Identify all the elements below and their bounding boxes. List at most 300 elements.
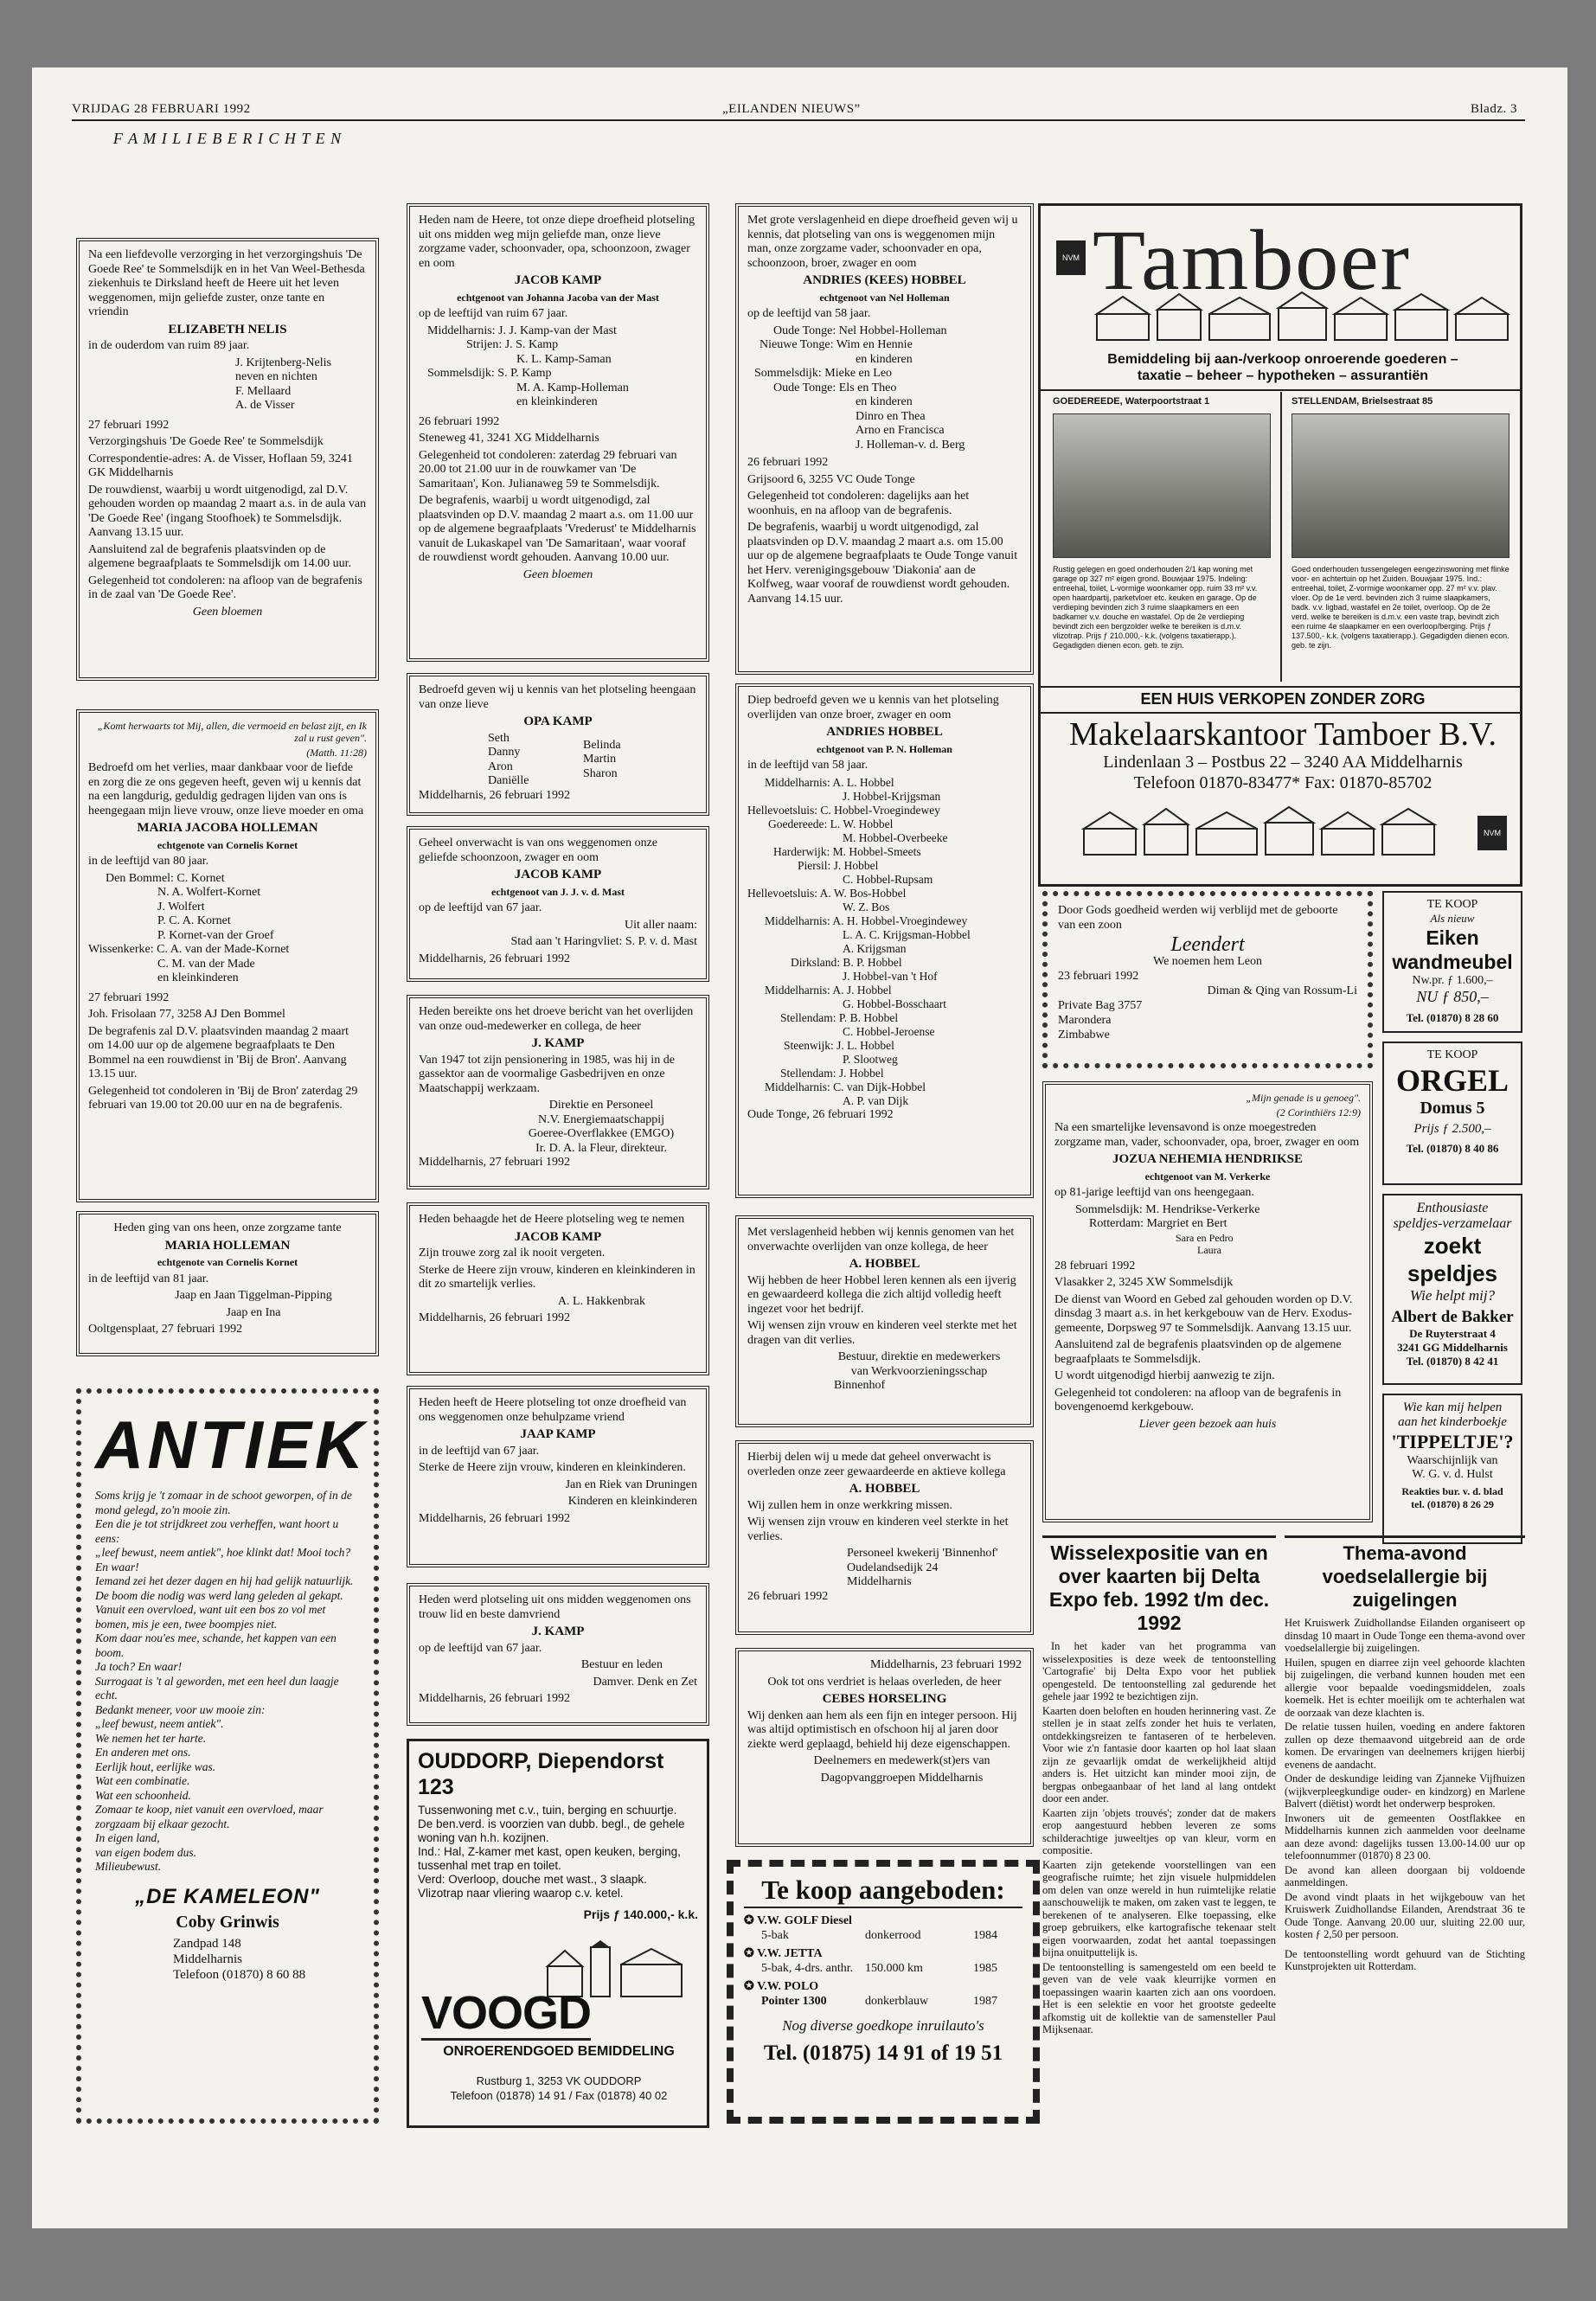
address-line: Telefoon (01870) 8 60 88 <box>173 1967 306 1982</box>
ouddorp-price: Prijs ƒ 140.000,- k.k. <box>583 1907 698 1921</box>
family-line: Middelharnis: A. J. Hobbel <box>765 983 892 997</box>
family-line: en kleinkinderen <box>157 971 239 984</box>
family-line: en kinderen <box>856 395 913 408</box>
kamp2-name: OPA KAMP <box>523 715 593 728</box>
voogd-address: Rustburg 1, 3253 VK OUDDORP <box>476 2074 642 2087</box>
family-line: J. Hobbel-van 't Hof <box>843 969 938 983</box>
family-line: Den Bommel: C. Kornet <box>106 871 225 885</box>
article-thema-avond <box>1285 1535 1525 2132</box>
tamboer-divider <box>1041 712 1520 714</box>
family-line: K. L. Kamp-Saman <box>516 352 612 366</box>
leendert-name: Leendert <box>1170 933 1245 956</box>
family-line: C. M. van der Made <box>157 957 255 971</box>
holleman2-age: in de leeftijd van 81 jaar. <box>88 1272 209 1285</box>
article-paragraph: De avond vindt plaats in het wijkgebouw van het Kruiswerk Zuidhollandse Eilanden, Arendstraat 36 te Oude Tonge. Aanvang 20.00 uur, sluiting 22.00 uur, kosten ƒ 2,50 per persoon. <box>1285 1890 1525 1940</box>
orgel-title: ORGEL <box>1395 1063 1509 1098</box>
hendrikse-quote: „Mijn genade is u genoeg". <box>1246 1092 1361 1104</box>
family-line: Arno en Francisca <box>856 424 945 437</box>
car-year: 1985 <box>973 1962 997 1975</box>
family-line: A. Krijgsman <box>843 941 907 955</box>
article-paragraph: De avond kan alleen doorgaan bij voldoende aanmeldingen. <box>1285 1863 1525 1888</box>
car-spec: 5-bak, 4-drs. anthr. <box>761 1962 854 1975</box>
hendrikse-address: Vlasakker 2, 3245 XW Sommelsdijk <box>1054 1276 1234 1289</box>
hobbel3-body: Wij wensen zijn vrouw en kinderen veel sterkte met het dragen van dit verlies. <box>747 1319 1017 1347</box>
kamp5-name: JACOB KAMP <box>514 1229 602 1244</box>
horseling-name: CEBES HORSELING <box>822 1692 947 1706</box>
family-line: Wissenkerke: C. A. van der Made-Kornet <box>88 943 290 956</box>
ad-antiek <box>76 1388 379 2124</box>
orgel-phone: Tel. (01870) 8 40 86 <box>1406 1142 1499 1155</box>
kamp7-sign: Bestuur en leden <box>580 1658 663 1671</box>
sign-line: Bestuur, direktie en medewerkers <box>837 1350 1001 1363</box>
family-line: Sara en Pedro <box>1176 1231 1234 1244</box>
tip-reply: Reakties bur. v. d. blad <box>1401 1485 1503 1497</box>
description-line: Tussenwoning met c.v., tuin, berging en schuurtje. <box>418 1804 677 1817</box>
obituary-kamp-5 <box>407 1202 709 1375</box>
poem-line: Soms krijg je 't zomaar in de schoot geworpen, of in de mond gelegd, zo'n mooie zin. <box>95 1489 352 1516</box>
tamboer-phone: Telefoon 01870-83477* Fax: 01870-85702 <box>1133 773 1433 792</box>
leendert-note: We noemen hem Leon <box>1153 955 1262 968</box>
family-line: P. C. A. Kornet <box>157 914 231 927</box>
family-line: M. A. Kamp-Holleman <box>516 381 629 394</box>
nelis-closing: Geen bloemen <box>192 605 263 619</box>
article-paragraph: De relatie tussen huilen, voeding en andere faktoren zullen op deze themaavond uitgebreid aan de orde komen. De ervaringen van deelnemers krijgen hierbij evenens de aandacht. <box>1285 1721 1525 1771</box>
ad-ouddorp <box>407 1739 709 2128</box>
familieberichten-title: F A M I L I E B E R I C H T E N <box>112 130 343 147</box>
kamp3-intro: Geheel onverwacht is van ons weggenomen onze geliefde schoonzoon, zwager en oom <box>419 836 658 864</box>
kamp1-condolence: Gelegenheid tot condoleren: zaterdag 29 februari van 20.00 tot 21.00 uur in de rouwkamer van 'De Samaritaan', Kon. Julianaweg 59 te Sommelsdijk. <box>419 448 677 490</box>
meubel-label: TE KOOP <box>1426 898 1478 911</box>
car-spec: 150.000 km <box>865 1962 923 1975</box>
poem-line: In eigen land, <box>95 1831 160 1844</box>
tip-line: Waarschijnlijk van <box>1407 1454 1498 1467</box>
grandchild: Danny <box>488 746 521 759</box>
tekoop-phone: Tel. (01875) 14 91 of 19 51 <box>763 2041 1003 2065</box>
voogd-phone: Telefoon (01878) 14 91 / Fax (01878) 40 02 <box>450 2089 668 2102</box>
holleman1-age: in de leeftijd van 80 jaar. <box>88 855 209 868</box>
car-details <box>744 1928 1022 1943</box>
kamp7-sign: Damver. Denk en Zet <box>593 1675 697 1689</box>
article-paragraph: Onder de deskundige leiding van Zjanneke Vijfhuizen (wijkverpleegkundige ouder- en kindzorg) en Marlene Balvert (diëtist) wordt het onderwerp besproken. <box>1285 1772 1525 1810</box>
holleman2-name: MARIA HOLLEMAN <box>164 1238 291 1253</box>
kamp4-body: Van 1947 tot zijn pensionering in 1985, was hij in de gassektor aan de voormalige Gasbedrijven en onze Maatschappij werkzaam. <box>419 1053 675 1095</box>
kamp6-intro: Heden heeft de Heere plotseling tot onze droefheid van ons weggenomen onze behulpzame vriend <box>419 1396 687 1424</box>
poem-line: Vanuit een overvloed, want uit een bos zo vol met bomen, mis je een, twee boompjes niet. <box>95 1603 326 1631</box>
hobbel2-spouse: echtgenoot van P. N. Holleman <box>817 742 952 755</box>
poem-line: van eigen bodem dus. <box>95 1845 196 1859</box>
horseling-intro: Ook tot ons verdriet is helaas overleden, de heer <box>767 1675 1002 1689</box>
horseling-date: Middelharnis, 23 februari 1992 <box>870 1658 1022 1671</box>
family-line: Sommelsdijk: S. P. Kamp <box>427 367 552 380</box>
holleman1-family <box>88 872 367 986</box>
car-name: V.W. POLO <box>756 1980 819 1993</box>
hobbel1-burial: De begrafenis, waarbij u wordt uitgenodigd, zal plaatsvinden op D.V. maandag 2 maart a.s. om 15.00 uur op de algemene begraafplaats te Oude Tonge vanuit het Herv. verenigingsgebouw 'Diakonia' aan de Kolfweg, waar vooraf de rouwdienst wordt gehouden. Aanvang 14.15 uur. <box>747 521 1018 606</box>
hendrikse-age: op 81-jarige leeftijd van ons heengegaan. <box>1054 1186 1254 1199</box>
family-line: Harderwijk: M. Hobbel-Smeets <box>773 844 921 858</box>
leendert-address: Private Bag 3757 <box>1058 999 1143 1012</box>
tip-line: aan het kinderboekje <box>1398 1415 1507 1429</box>
kamp4-date: Middelharnis, 27 februari 1992 <box>419 1156 570 1169</box>
hendrikse-spouse: echtgenoot van M. Verkerke <box>1144 1170 1271 1183</box>
kamp1-intro: Heden nam de Heere, tot onze diepe droefheid plotseling uit ons midden weg mijn geliefde man, onze lieve zorgzame vader, schoonvader, opa, schoonzoon, zwager en oom <box>419 214 695 270</box>
kamp1-name: JACOB KAMP <box>514 273 602 287</box>
holleman1-quote: „Komt herwaarts tot Mij, allen, die vermoeid en belast zijt, en Ik zal u rust geven". <box>97 720 367 744</box>
kamp5-sign: A. L. Hakkenbrak <box>557 1294 645 1308</box>
family-line: en kinderen <box>856 352 913 366</box>
slogan-line: taxatie – beheer – hypotheken – assurantiën <box>1137 369 1429 383</box>
kamp4-name: J. KAMP <box>531 1036 585 1050</box>
holleman1-condolence: Gelegenheid tot condoleren in 'Bij de Bron' zaterdag 29 februari van 19.00 tot 20.00 uur en na de begrafenis. <box>88 1084 358 1112</box>
hobbel4-date: 26 februari 1992 <box>747 1589 829 1603</box>
grandchild: Belinda <box>583 738 621 752</box>
hobbel4-intro: Hierbij delen wij u mede dat geheel onverwacht is overleden onze zeer gewaardeerde en aktieve kollega <box>747 1451 1006 1478</box>
hobbel1-intro: Met grote verslagenheid en diepe droefheid geven wij u kennis, dat plotseling van ons is weggenomen mijn man, onze zorgzame vader, schoonvader en opa, schoonzoon, broer, zwager en oom <box>747 214 1018 270</box>
hobbel1-spouse: echtgenoot van Nel Holleman <box>819 291 950 304</box>
kamp1-closing: Geen bloemen <box>522 567 593 581</box>
family-line: C. Hobbel-Rupsam <box>843 872 933 886</box>
hobbel2-age: in de leeftijd van 58 jaar. <box>747 759 869 772</box>
sign-line: N.V. Energiemaatschappij <box>537 1112 665 1126</box>
family-line: en kleinkinderen <box>516 395 598 408</box>
article2-body <box>1285 1617 1525 1973</box>
hendrikse-burial: Aansluitend zal de begrafenis plaatsvinden op de algemene begraafplaats te Sommelsdijk. <box>1054 1338 1342 1366</box>
tamboer-office: Makelaarskantoor Tamboer B.V. <box>1068 716 1497 753</box>
tamboer-banner: EEN HUIS VERKOPEN ZONDER ZORG <box>1140 690 1426 708</box>
article-paragraph: Huilen, spugen en diarree zijn veel gehoorde klachten bij zuigelingen, die verband kunnen houden met een allergie voor bepaalde voedingsmiddelen, zoals koemelk. Het is echter moeilijk om te achterhalen wat de oorzaak van deze klachten is. <box>1285 1656 1525 1719</box>
kamp5-body: Sterke de Heere zijn vrouw, kinderen en kleinkinderen in dit zo smartelijk verlies. <box>419 1263 695 1291</box>
description-line: Verd: Overloop, douche met wast., 3 slaapk. <box>418 1873 647 1886</box>
obituary-hobbel-3 <box>735 1215 1034 1427</box>
tip-line: Wie kan mij helpen <box>1402 1400 1503 1414</box>
speld-question: Wie helpt mij? <box>1409 1287 1496 1304</box>
hendrikse-name: JOZUA NEHEMIA HENDRIKSE <box>1112 1152 1304 1166</box>
nelis-age: in de ouderdom van ruim 89 jaar. <box>88 339 250 352</box>
car-item: ✪ V.W. GOLF Diesel <box>744 1914 852 1927</box>
family-line: Middelharnis: A. L. Hobbel <box>765 775 894 789</box>
sign-line: Personeel kwekerij 'Binnenhof' <box>847 1547 998 1560</box>
family-line: G. Hobbel-Bosschaart <box>843 997 946 1010</box>
poem-line: Ja toch? En waar! <box>95 1660 183 1673</box>
tip-phone: tel. (01870) 8 26 29 <box>1411 1498 1494 1510</box>
tip-title: 'TIPPELTJE'? <box>1391 1431 1514 1452</box>
article-paragraph: Kaarten zijn getekende voorstellingen van een geografische ruimte; het zijn visuele hulpmiddelen om delen van onze wereld in hun ruimtelijke relatie aanschouwelijk te maken, om zaken vast te leggen, te berekenen of te analyseren. Elke toepassing, elke groep gebruikers, elke kartografische tekenaar stelt eigen voorwaarden, zodat het aantal toepassingen bijna onuitputtelijk is. <box>1042 1858 1276 1958</box>
nvm-logo: NVM <box>1477 816 1507 850</box>
nelis-place: Verzorgingshuis 'De Goede Ree' te Sommelsdijk <box>88 435 324 448</box>
article-paragraph: De tentoonstelling is samengesteld om een beeld te geven van de vele vaak kleurrijke vormen en toepassingen waarin kaarten zich aan ons voordoen. Het is een selektie en voor het grootste gedeelte afkomstig uit de kollektie van de samensteller Paul Mijksenaar. <box>1042 1960 1276 2035</box>
kamp5-body: Zijn trouwe zorg zal ik nooit vergeten. <box>419 1247 606 1259</box>
kamp2-grandchildren <box>419 732 697 789</box>
poem-line: Iemand zei het dezer dagen en hij had gelijk natuurlijk. <box>95 1574 354 1587</box>
grandchild: Seth <box>488 731 510 745</box>
ad-te-koop-cars <box>727 1860 1040 2124</box>
meubel-title: Eiken wandmeubel <box>1392 926 1513 973</box>
article-paragraph: Het Kruiswerk Zuidhollandse Eilanden organiseert op dinsdag 10 maart in Oude Tonge een thema-avond over voedselallergie bij zuigelingen. <box>1285 1617 1525 1654</box>
kamp2-intro: Bedroefd geven wij u kennis van het plotseling heengaan van onze lieve <box>419 683 696 711</box>
tekoop-title: Te koop aangeboden: <box>744 1874 1022 1908</box>
hobbel1-age: op de leeftijd van 58 jaar. <box>747 307 871 320</box>
signer: J. Krijtenberg-Nelis <box>235 356 331 369</box>
family-line: Goedereede: L. W. Hobbel <box>768 817 894 830</box>
family-line: N. A. Wolfert-Kornet <box>157 886 261 899</box>
family-line: Sommelsdijk: Mieke en Leo <box>754 367 893 380</box>
house2-description: Goed onderhouden tussengelegen eengezinswoning met flinke voor- en achtertuin op het Zuiden. Bouwjaar 1975. Ind.: entreehal, toilet, Z-vormige woonkamer opp. 27 m² v.v. plav. vloer. Op de 1e verd. bevinden zich 3 ruime slaapkamers, badk. v.v. ligbad, wastafel en 2e toilet, overloop. Op de 2e verd. welke te bereiken is d.m.v. een vaste trap, bevindt zich een ruime 4e slaapkamer en een overloop/berging. Prijs ƒ 137.500,- k.k. (volgens taxatierapp.). Gegadigden dienen econ. geb. te zijn. <box>1292 565 1509 650</box>
kamp6-name: JAAP KAMP <box>520 1427 596 1441</box>
kamp1-burial: De begrafenis, waarbij u wordt uitgenodigd, zal plaatsvinden op D.V. maandag 2 maart a.s. om 11.00 uur op de algemene begraafplaats 'Vrederust' te Middelharnis vanuit de Lukaskapel van 'De Samaritaan', waar vooraf de rouwdienst wordt gehouden. Aanvang 10.00 uur. <box>419 494 696 564</box>
speld-address: 3241 GG Middelharnis <box>1397 1341 1508 1354</box>
house1-location: GOEDEREEDE, Waterpoortstraat 1 <box>1053 396 1210 407</box>
poem-line: Zomaar te koop, niet vanuit een overvloed, maar zorgzaam bij elkaar gezocht. <box>95 1803 324 1830</box>
hendrikse-closing: Liever geen bezoek aan huis <box>1138 1417 1277 1431</box>
speld-line: Enthousiaste <box>1416 1201 1489 1215</box>
hendrikse-ref: (2 Corinthiërs 12:9) <box>1276 1106 1361 1118</box>
nelis-condolence: Gelegenheid tot condoleren: na afloop van de begrafenis in de zaal van 'De Goede Ree'. <box>88 574 362 601</box>
article-paragraph: In het kader van het programma van wisselexposities is deze week de tentoonstelling 'Cartografie' bij Delta Expo voor het publiek opengesteld. De tentoonstelling zal gedurende het gehele jaar 1992 te bezichtigen zijn. <box>1042 1640 1276 1702</box>
obituary-holleman-2 <box>76 1211 379 1356</box>
orgel-sub: Domus 5 <box>1420 1099 1485 1118</box>
classified-ads-column <box>1382 891 1522 1510</box>
family-line: J. Wolfert <box>157 900 205 913</box>
poem-line: Surrogaat is 't al geworden, met een heel dun laagje echt. <box>95 1674 339 1702</box>
holleman2-date: Ooltgensplaat, 27 februari 1992 <box>88 1323 243 1336</box>
kamp3-sign: Uit aller naam: <box>625 918 697 932</box>
orgel-label: TE KOOP <box>1426 1048 1478 1061</box>
family-line: C. Hobbel-Jeroense <box>843 1024 935 1038</box>
kamp3-date: Middelharnis, 26 februari 1992 <box>419 952 570 965</box>
ad-wandmeubel <box>1382 891 1522 1033</box>
family-line: Oude Tonge: Nel Hobbel-Holleman <box>773 324 947 337</box>
hobbel1-condolence: Gelegenheid tot condoleren: dagelijks aan het woonhuis, en na afloop van de begrafenis. <box>747 490 970 517</box>
hobbel2-date: Oude Tonge, 26 februari 1992 <box>747 1107 894 1121</box>
poem-line: De boom die nodig was werd lang geleden al gekapt. <box>95 1588 343 1602</box>
kamp1-spouse: echtgenoot van Johanna Jacoba van der Mast <box>457 291 659 304</box>
address-line: Zandpad 148 <box>173 1936 241 1951</box>
antiek-address <box>95 1936 360 1983</box>
hobbel2-intro: Diep bedroefd geven we u kennis van het plotseling overlijden van onze broer, zwager en oom <box>747 694 999 721</box>
article-paragraph: Kaarten zijn 'objets trouvés'; zonder dat de makers erop aangestuurd hebben leveren ze soms schilderachtige juweeltjes op van kleur, vorm en compositie. <box>1042 1806 1276 1856</box>
grandchild: Sharon <box>583 766 618 780</box>
grandchild: Daniëlle <box>488 774 529 787</box>
obituary-kamp-6 <box>407 1386 709 1567</box>
sign-line: Binnenhof <box>834 1379 886 1392</box>
obituary-hobbel-1 <box>735 203 1034 675</box>
hobbel1-address: Grijsoord 6, 3255 VC Oude Tonge <box>747 472 915 486</box>
tamboer-divider <box>1041 686 1520 688</box>
ouddorp-title: OUDDORP, Diependorst 123 <box>418 1749 664 1799</box>
poem-line: „leef bewust, neem antiek", hoe klinkt dat! Mooi toch? En waar! <box>95 1546 351 1574</box>
kamp6-body: Sterke de Heere zijn vrouw, kinderen en kleinkinderen. <box>419 1461 686 1474</box>
obituary-kamp-3 <box>407 826 709 982</box>
kamp5-date: Middelharnis, 26 februari 1992 <box>419 1311 570 1324</box>
kamp1-address: Steneweg 41, 3241 XG Middelharnis <box>419 432 599 445</box>
car-spec: donkerblauw <box>865 1995 929 2008</box>
hendrikse-intro: Na een smartelijke levensavond is onze moegestreden zorgzame man, vader, schoonvader, opa, broer, zwager en oom <box>1054 1121 1360 1149</box>
sign-line: Oudelandsedijk 24 <box>847 1561 939 1574</box>
poem-line: Milieubewust. <box>95 1860 162 1873</box>
sign-line: Ir. D. A. la Fleur, direkteur. <box>535 1141 667 1155</box>
poem-line: Een die je tot strijdkreet zou verheffen, want hoort u eens: <box>95 1517 339 1545</box>
tamboer-houses-bottom <box>1075 807 1456 859</box>
family-line: A. P. van Dijk <box>843 1093 909 1107</box>
hobbel2-name: ANDRIES HOBBEL <box>826 725 943 739</box>
family-line: Hellevoetsluis: C. Hobbel-Vroegindewey <box>747 803 941 817</box>
description-line: De ben.verd. is voorzien van dubb. begl., de gehele woning van h.h. kozijnen. <box>418 1817 685 1844</box>
speld-title: zoekt speldjes <box>1407 1233 1498 1286</box>
horseling-sign: Deelnemers en medewerk(st)ers van <box>813 1754 990 1767</box>
car-item: ✪ V.W. POLO <box>744 1980 819 1993</box>
poem-line: Bedankt meneer, voor uw mooie zin: <box>95 1702 266 1716</box>
tamboer-slogan <box>1045 351 1521 384</box>
sign-line: Middelharnis <box>847 1575 912 1588</box>
car-spec: Pointer 1300 <box>761 1995 827 2008</box>
address-line: Middelharnis <box>173 1952 242 1966</box>
holleman2-intro: Heden ging van ons heen, onze zorgzame tante <box>113 1221 342 1234</box>
signer: F. Mellaard <box>235 384 292 398</box>
poem-line: Eerlijk hout, eerlijke was. <box>95 1759 216 1773</box>
obituary-kamp-4 <box>407 995 709 1189</box>
description-line: Ind.: Hal, Z-kamer met kast, open keuken, berging, tussenhal met trap en toilet. <box>418 1845 681 1872</box>
car-details <box>744 1961 1022 1976</box>
kamp6-sign: Jan en Riek van Druningen <box>565 1477 697 1491</box>
car-year: 1987 <box>973 1995 997 2008</box>
kamp6-sign: Kinderen en kleinkinderen <box>567 1495 697 1508</box>
meubel-old-price: Nw.pr. ƒ 1.600,– <box>1412 974 1493 987</box>
meubel-phone: Tel. (01870) 8 28 60 <box>1406 1011 1499 1024</box>
antiek-title: ANTIEK <box>95 1407 368 1483</box>
antiek-poem <box>95 1489 360 1875</box>
grandchild: Martin <box>583 753 617 766</box>
kamp6-date: Middelharnis, 26 februari 1992 <box>419 1511 570 1525</box>
tamboer-address: Lindenlaan 3 – Postbus 22 – 3240 AA Middelharnis <box>1103 753 1463 772</box>
article2-title: Thema-avond voedselallergie bij zuigelingen <box>1322 1542 1488 1611</box>
leendert-intro: Door Gods goedheid werden wij verblijd met de geboorte van een zoon <box>1058 904 1338 932</box>
kamp7-name: J. KAMP <box>531 1625 585 1638</box>
hobbel4-body: Wij zullen hem in onze werkkring missen. <box>747 1498 952 1512</box>
speld-phone: Tel. (01870) 8 42 41 <box>1406 1355 1499 1368</box>
ad-tippeltje <box>1382 1394 1522 1544</box>
family-line: Hellevoetsluis: A. W. Bos-Hobbel <box>747 886 907 900</box>
holleman1-ref: (Matth. 11:28) <box>306 747 367 759</box>
family-line: J. Hobbel-Krijgsman <box>843 789 941 803</box>
hobbel4-sign <box>747 1547 1022 1590</box>
leendert-parents: Diman & Qing van Rossum-Li <box>1207 984 1357 997</box>
family-line: W. Z. Bos <box>843 900 890 913</box>
holleman2-signer: Jaap en Jaan Tiggelman-Pipping <box>175 1289 332 1302</box>
car-item: ✪ V.W. JETTA <box>744 1947 823 1960</box>
kamp4-sign <box>419 1099 697 1156</box>
hobbel4-body: Wij wensen zijn vrouw en kinderen veel sterkte in het verlies. <box>747 1516 1009 1543</box>
holleman1-address: Joh. Frisolaan 77, 3258 AJ Den Bommel <box>88 1008 285 1021</box>
holleman2-signer: Jaap en Ina <box>226 1305 281 1319</box>
family-line: Strijen: J. S. Kamp <box>466 338 559 351</box>
obituary-nelis <box>76 238 379 681</box>
nelis-date: 27 februari 1992 <box>88 418 170 432</box>
hobbel1-name: ANDRIES (KEES) HOBBEL <box>803 273 966 287</box>
family-line: Laura <box>1197 1243 1221 1256</box>
holleman1-name: MARIA JACOBA HOLLEMAN <box>137 821 318 835</box>
house2-location: STELLENDAM, Brielsestraat 85 <box>1292 396 1433 407</box>
poem-line: Wat een schoonheid. <box>95 1788 191 1802</box>
obituary-hobbel-4 <box>735 1440 1034 1635</box>
article1-body <box>1042 1640 1276 2036</box>
signer: neven en nichten <box>235 370 317 383</box>
obituary-horseling <box>735 1648 1034 1847</box>
kamp1-family <box>419 324 697 410</box>
kamp3-name: JACOB KAMP <box>514 868 602 881</box>
tip-line: W. G. v. d. Hulst <box>1412 1468 1493 1481</box>
antiek-shop: „DE KAMELEON" <box>135 1884 320 1908</box>
kamp4-intro: Heden bereikte ons het droeve bericht van het overlijden van onze oud-medewerker en collega, de heer <box>419 1005 694 1033</box>
tamboer-col-divider <box>1280 392 1282 682</box>
house2-photo <box>1292 413 1509 558</box>
poem-line: En anderen met ons. <box>95 1746 191 1759</box>
family-line: J. Holleman-v. d. Berg <box>856 438 965 452</box>
ouddorp-description <box>418 1804 698 1900</box>
family-line: L. A. C. Krijgsman-Hobbel <box>843 927 971 941</box>
hobbel1-date: 26 februari 1992 <box>747 456 829 469</box>
tekoop-cars <box>744 1913 1022 2009</box>
family-line: Middelharnis: C. van Dijk-Hobbel <box>765 1080 926 1093</box>
slogan-line: Bemiddeling bij aan-/verkoop onroerende goederen – <box>1107 352 1458 367</box>
hobbel4-name: A. HOBBEL <box>849 1482 920 1496</box>
family-line: Stellendam: J. Hobbel <box>780 1066 884 1080</box>
family-line: Rotterdam: Margriet en Bert <box>1089 1217 1227 1230</box>
family-line: Sommelsdijk: M. Hendrikse-Verkerke <box>1075 1202 1260 1216</box>
nelis-address: Correspondentie-adres: A. de Visser, Hoflaan 59, 3241 GK Middelharnis <box>88 452 353 479</box>
family-line: Oude Tonge: Els en Theo <box>773 381 897 394</box>
family-line: Middelharnis: A. H. Hobbel-Vroegindewey <box>765 913 968 927</box>
nelis-burial: Aansluitend zal de begrafenis plaatsvinden op de algemene begraafplaats te Sommelsdijk om 14.00 uur. <box>88 542 352 570</box>
holleman1-intro: Bedroefd om het verlies, maar dankbaar voor de liefde en zorg die ze ons gegeven heeft, geven wij u kennis dat na een langdurig, geduldig gedragen lijden van ons is heengegaan mijn lieve vrouw, onze lieve moeder en oma <box>88 761 364 817</box>
hendrikse-invite: U wordt uitgenodigd hierbij aanwezig te zijn. <box>1054 1369 1275 1382</box>
hobbel3-body: Wij hebben de heer Hobbel leren kennen als een ijverig en gewaardeerd kollega die zich altijd volledig heeft ingezet voor het bedrijf. <box>747 1273 1016 1316</box>
obituary-kamp-2 <box>407 673 709 816</box>
kamp3-sign: Stad aan 't Haringvliet: S. P. v. d. Mast <box>510 935 697 948</box>
horseling-body: Wij denken aan hem als een fijn en integer persoon. Hij was altijd optimistisch en ofschoon hij al jaren door ziekte werd geplaagd, behield hij deze eigenschappen. <box>747 1708 1017 1751</box>
tamboer-divider <box>1041 389 1520 391</box>
hobbel3-sign <box>747 1350 1022 1394</box>
poem-line: „leef bewust, neem antiek". <box>95 1717 224 1730</box>
family-line: Piersil: J. Hobbel <box>798 858 879 872</box>
obituary-kamp-7 <box>407 1583 709 1726</box>
nelis-service: De rouwdienst, waarbij u wordt uitgenodigd, zal D.V. gehouden worden op maandag 2 maart a.s. in de aula van 'De Goede Ree' (ingang Stoofhoek) te Sommelsdijk. Aanvang 13.15 uur. <box>88 483 367 539</box>
kamp7-age: op de leeftijd van 67 jaar. <box>419 1641 542 1655</box>
antiek-owner: Coby Grinwis <box>176 1912 279 1932</box>
article-wisselexpositie <box>1042 1535 1276 2132</box>
sign-line: Direktie en Personeel <box>548 1099 654 1112</box>
car-spec: 5-bak <box>761 1929 789 1942</box>
family-line: Dirksland: B. P. Hobbel <box>791 955 902 969</box>
family-line: Stellendam: P. B. Hobbel <box>780 1010 899 1024</box>
car-spec: donkerrood <box>865 1929 921 1942</box>
article1-title: Wisselexpositie van en over kaarten bij Delta Expo feb. 1992 t/m dec. 1992 <box>1048 1541 1270 1634</box>
tamboer-houses-illustration <box>1093 292 1516 344</box>
obituary-hendrikse <box>1042 1081 1373 1522</box>
meubel-sub: Als nieuw <box>1430 912 1475 925</box>
obituary-kamp-1 <box>407 203 709 662</box>
description-line: Vlizotrap naar vliering waarop c.v. ketel. <box>418 1887 624 1900</box>
hobbel3-intro: Met verslagenheid hebben wij kennis genomen van het onverwachte overlijden van onze kollega, de heer <box>747 1226 1015 1253</box>
hendrikse-service: De dienst van Woord en Gebed zal gehouden worden op D.V. dinsdag 3 maart a.s. in het kerkgebouw van de Herv. Exodus-gemeente, Dorpsweg 97 te Sommelsdijk. Aanvang 13.15 uur. <box>1054 1292 1353 1335</box>
obituary-holleman-1 <box>76 709 379 1202</box>
ad-tamboer <box>1038 203 1522 887</box>
kamp1-date: 26 februari 1992 <box>419 414 500 428</box>
article-paragraph: De tentoonstelling wordt gehuurd van de Stichting Kunstprojekten uit Rotterdam. <box>1285 1947 1525 1972</box>
holleman1-spouse: echtgenote van Cornelis Kornet <box>157 838 298 851</box>
nelis-name: ELIZABETH NELIS <box>168 322 287 336</box>
family-line: M. Hobbel-Overbeeke <box>843 830 948 844</box>
leendert-address: Marondera <box>1058 1014 1112 1027</box>
header-paper: „EILANDEN NIEUWS” <box>722 102 861 116</box>
